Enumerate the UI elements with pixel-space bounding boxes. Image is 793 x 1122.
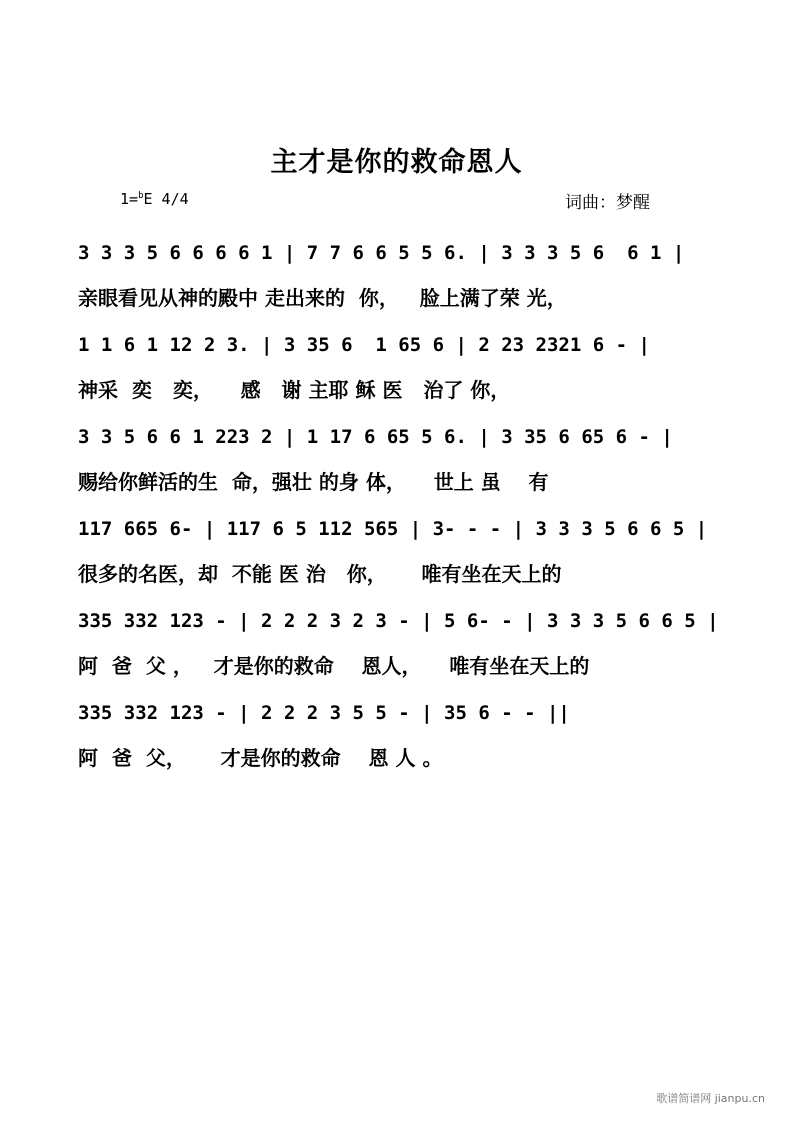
lyricist-composer: 词曲：梦醒 (565, 193, 650, 213)
lyrics-line-4: 很多的名医，却 不能 医 治 你， 唯有坐在天上的 (78, 562, 562, 586)
notation-line-1: 3 3 3 5 6 6 6 6 1 | 7 7 6 6 5 5 6. | 3 3 3 5 6 6 1 | (78, 242, 685, 264)
flat-sign: b (138, 191, 144, 201)
key-signature (120, 190, 189, 208)
time-signature: 4/4 (161, 190, 189, 208)
score (78, 238, 718, 790)
key-note: E (143, 190, 153, 208)
key-prefix: 1= (120, 190, 139, 208)
song-title: 主才是你的救命恩人 (270, 147, 523, 178)
lyrics-line-3: 赐给你鲜活的生 命，强壮 的身 体， 世上 虽 有 (78, 470, 549, 494)
notation-line-3: 3 3 5 6 6 1 223 2 | 1 17 6 65 5 6. | 3 35 6 65 6 - | (78, 426, 673, 448)
lyrics-line-5: 阿 爸 父 ， 才是你的救命 恩人， 唯有坐在天上的 (78, 654, 590, 678)
lyrics-line-2: 神采 奕 奕， 感 谢 主耶 稣 医 治了 你， (78, 378, 511, 402)
notation-line-2: 1 1 6 1 12 2 3. | 3 35 6 1 65 6 | 2 23 2321 6 - | (78, 334, 650, 356)
notation-line-5: 335 332 123 - | 2 2 2 3 2 3 - | 5 6- - | 3 3 3 5 6 6 5 | (78, 610, 719, 632)
lyrics-line-1: 亲眼看见从神的殿中 走出来的 你， 脸上满了荣 光， (78, 286, 567, 310)
notation-line-6: 335 332 123 - | 2 2 2 3 5 5 - | 35 6 - - || (78, 702, 570, 724)
notation-line-4: 117 665 6- | 117 6 5 112 565 | 3- - - | 3 3 3 5 6 6 5 | (78, 518, 708, 540)
site-watermark: 歌谱简谱网 jianpu.cn (656, 1092, 765, 1105)
lyrics-line-6: 阿 爸 父， 才是你的救命 恩 人 。 (78, 746, 443, 770)
